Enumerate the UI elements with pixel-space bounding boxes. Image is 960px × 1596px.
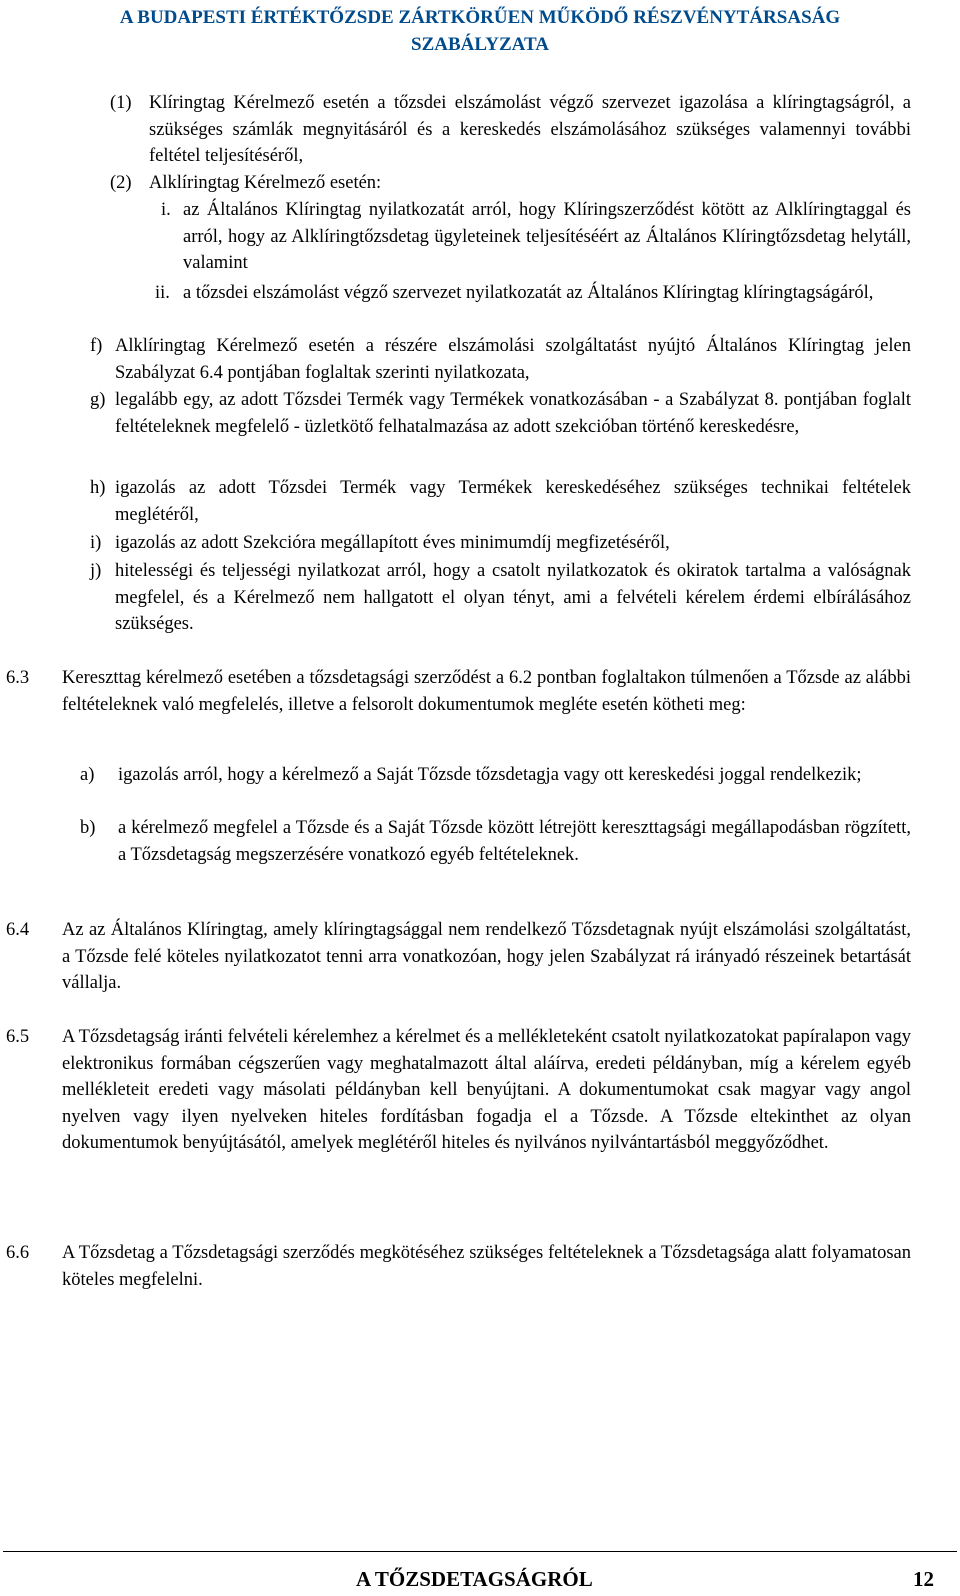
item-label-1: (1) [110,93,132,113]
item-text-j: hitelességi és teljességi nyilatkozat arról, hogy a csatolt nyilatkozatok és okiratok tartalma a valóságnak megfelel, és a Kérelmező nem hallgatott el olyan tényt, ami a felvételi kérelem érdemi elbírálásához szükséges. [115,561,911,634]
subitem-text-ii: a tőzsdei elszámolást végző szervezet nyilatkozatát az Általános Klíringtag klíringtagságáról, [183,283,874,303]
item-text-f: Alklíringtag Kérelmező esetén a részére elszámolási szolgáltatást nyújtó Általános Klíringtag jelen Szabályzat 6.4 pontjában foglaltak szerinti nyilatkozata, [115,336,911,383]
section-number-6-4: 6.4 [6,920,30,940]
footer-title: A TŐZSDETAGSÁGRÓL [356,1567,593,1591]
page-number: 12 [913,1567,934,1591]
section-text-6-5: A Tőzsdetagság iránti felvételi kérelemhez a kérelmet és a mellékleteként csatolt nyilatkozatokat papíralapon vagy elektronikus formában cégszerűen vagy meghatalmazott által aláírva, eredeti példányban, míg a kérelem egyéb mellékleteit eredeti vagy másolati példányban kell benyújtani. A dokumentumokat csak magyar vagy angol nyelven vagy ilyen nyelveken hiteles fordításban fogadja el a Tőzsde. A Tőzsde eltekinthet az olyan dokumentumok benyújtásától, amelyek meglétéről hiteles és nyilvános nyilvántartásból meggyőződhet. [62,1027,911,1153]
section-6-3-label-b: b) [80,818,96,838]
section-number-6-5: 6.5 [6,1027,30,1047]
item-label-2: (2) [110,173,132,193]
section-number-6-6: 6.6 [6,1243,30,1263]
item-text-g: legalább egy, az adott Tőzsdei Termék vagy Termékek vonatkozásában - a Szabályzat 8. pontjában foglalt feltételeknek megfelelő - üzletkötő felhatalmazása az adott szekcióban történő kereskedésre, [115,390,911,437]
header-line-1: A BUDAPESTI ÉRTÉKTŐZSDE ZÁRTKÖRŰEN MŰKÖDŐ RÉSZVÉNYTÁRSASÁG [119,7,841,28]
item-text-1: Klíringtag Kérelmező esetén a tőzsdei elszámolást végző szervezet igazolása a klíringtagságról, a szükséges számlák megnyitásáról és a kereskedés elszámolásához szükséges valamennyi további feltétel teljesítéséről, [149,93,911,166]
subitem-text-i: az Általános Klíringtag nyilatkozatát arról, hogy Klíringszerződést kötött az Alklíringtaggal és arról, hogy az Alklíringtőzsdetag ügyleteinek teljesítéséért az Általános Klíringtőzsdetag helytáll, valamint [183,200,911,273]
item-label-g: g) [90,390,106,410]
section-6-3-text-b: a kérelmező megfelel a Tőzsde és a Saját Tőzsde között létrejött kereszttagsági megállapodásban rögzített, a Tőzsdetagság megszerzésére vonatkozó egyéb feltételeknek. [118,818,911,865]
section-number-6-3: 6.3 [6,668,30,688]
section-text-6-4: Az az Általános Klíringtag, amely klíringtagsággal nem rendelkező Tőzsdetagnak nyújt elszámolási szolgáltatást, a Tőzsde felé köteles nyilatkozatot tenni arra vonatkozóan, hogy jelen Szabályzat rá irányadó részeinek betartását vállalja. [62,920,911,993]
document-header [0,4,960,58]
section-text-6-6: A Tőzsdetag a Tőzsdetagsági szerződés megkötéséhez szükséges feltételeknek a Tőzsdetagsága alatt folyamatosan köteles megfelelni. [62,1243,911,1290]
section-text-6-3: Kereszttag kérelmező esetében a tőzsdetagsági szerződést a 6.2 pontban foglaltakon túlmenően a Tőzsde az alábbi feltételeknek való megfelelés, illetve a felsorolt dokumentumok megléte esetén kötheti meg: [62,668,911,715]
header-line-2: SZABÁLYZATA [411,34,549,55]
section-6-3-text-a: igazolás arról, hogy a kérelmező a Saját Tőzsde tőzsdetagja vagy ott kereskedési joggal rendelkezik; [118,765,862,785]
subitem-label-ii: ii. [155,283,170,303]
item-label-f: f) [90,336,103,356]
item-text-2: Alklíringtag Kérelmező esetén: [149,173,382,193]
item-label-i2: i) [90,533,102,553]
subitem-label-i: i. [161,200,171,220]
item-text-i2: igazolás az adott Szekcióra megállapított éves minimumdíj megfizetéséről, [115,533,670,553]
item-label-h: h) [90,478,106,498]
section-6-3-label-a: a) [80,765,95,785]
footer-divider [3,1551,957,1552]
item-label-j: j) [90,561,102,581]
item-text-h: igazolás az adott Tőzsdei Termék vagy Termékek kereskedéséhez szükséges technikai feltételek meglétéről, [115,478,911,525]
